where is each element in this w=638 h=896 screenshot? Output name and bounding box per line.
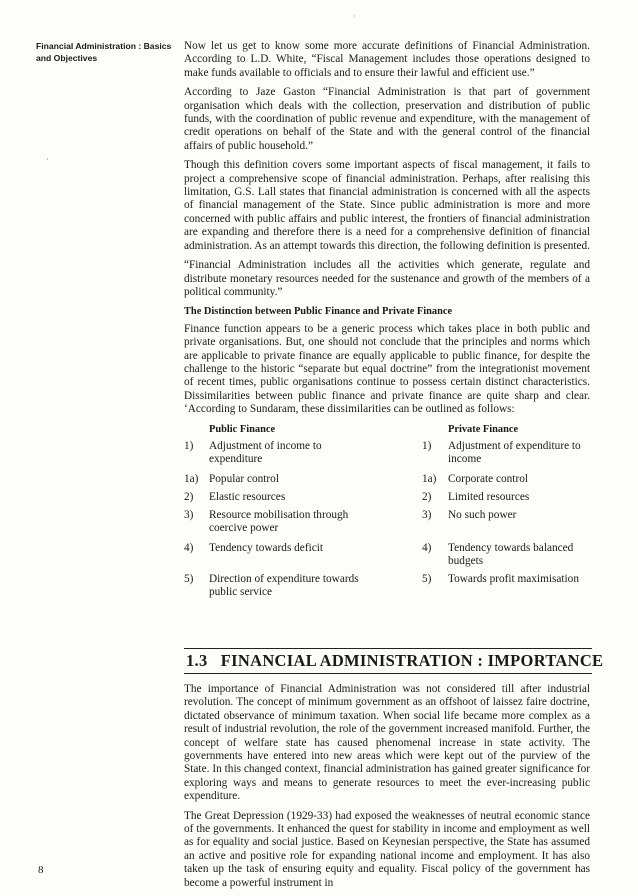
row-number: 1) [422,439,432,452]
private-item: Towards profit maximisation [448,572,579,585]
paragraph: The importance of Financial Administration was not considered till after industrial revolution. The concept of minimum government as an offshoot of laissez faire doctrine, dictated observance of minimum taxation. When social life became more complex as a result of industrial revolution, the role of the government increased manifold. Further, the concept of welfare state has caused phenomenal increase in state activity. The governments have entered into new areas which were kept out of the purview of the State. In this changed context, financial administration has gained greater significance for exploring ways and means to generate resources to meet the ever-increasing public expenditure. [184,683,590,803]
row-number: 1a) [184,472,199,485]
paragraph: Now let us get to know some more accurate definitions of Financial Administration. According to L.D. White, “Fiscal Management includes those operations designed to make funds available to officials and to ensure their lawful and efficient use.” [184,40,590,79]
paragraph: The Great Depression (1929-33) had exposed the weaknesses of neutral economic stance of the governments. It enhanced the quest for stability in income and employment as well as for equality and social justice. Based on Keynesian perspective, the State has assumed an active and positive role for expanding national income and employment. It has also taken up the task of ensuring equity and equality. Fiscal policy of the government has become a powerful instrument in [184,809,590,889]
row-number: 3) [422,508,432,521]
main-column-top [184,40,590,603]
quote-paragraph: “Financial Administration includes all the activities which generate, regulate and distribute monetary resources needed for the sustenance and growth of the members of a political community.” [184,259,590,298]
row-number: 4) [184,541,194,554]
private-item [448,542,573,569]
section-heading: 1.3 FINANCIAL ADMINISTRATION : IMPORTANCE [186,651,604,670]
running-header-line: Financial Administration : Basics [36,41,172,51]
public-item-line: expenditure [209,452,263,465]
private-item: Corporate control [448,472,528,485]
private-item-line: Tendency towards balanced [448,541,574,554]
private-finance-heading: Private Finance [448,423,519,435]
public-finance-heading: Public Finance [209,423,276,435]
subheading: The Distinction between Public Finance and Private Finance [184,306,453,318]
running-header-line: and Objectives [36,53,98,63]
paragraph: According to Jaze Gaston “Financial Administration is that part of government organisation which deals with the collection, preservation and distribution of public funds, with the coordination of public revenue and expenditure, with the management of credit operations on behalf of the State and with the general control of the financial affairs of public household.” [184,86,590,152]
row-number: 1) [184,439,194,452]
row-number: 2) [184,490,194,503]
row-number: 5) [422,572,432,585]
private-item [448,440,581,467]
row-number: 1a) [422,472,437,485]
public-item [209,509,348,536]
public-item-line: public service [209,585,273,598]
row-number: 3) [184,508,194,521]
scan-speck: · [46,155,49,164]
public-item: Elastic resources [209,490,286,503]
private-item-line: budgets [448,554,484,567]
row-number: 2) [422,490,432,503]
main-column-bottom [184,683,590,896]
row-number: 4) [422,541,432,554]
scan-speck: · [353,12,356,21]
paragraph: Though this definition covers some important aspects of fiscal management, it fails to project a comprehensive scope of financial administration. Perhaps, after realising this limitation, G.S. Lall states that financial administration is concerned with all the aspects of financial management of the State. Since public administration is more and more concerned with public affairs and public interest, the frontiers of financial administration are expanding and therefore there is a need for a comprehensive definition of financial administration. As an attempt towards this direction, the following definition is presented. [184,159,590,252]
public-item-line: coercive power [209,521,279,534]
public-item-line: Resource mobilisation through [209,508,349,521]
public-item [209,440,322,467]
private-item: Limited resources [448,490,530,503]
private-item-line: income [448,452,482,465]
public-item-line: Direction of expenditure towards [209,572,359,585]
public-item-line: Adjustment of income to [209,439,322,452]
page-number: 8 [38,864,44,876]
section-heading-bar [184,648,604,674]
paragraph: Finance function appears to be a generic process which takes place in both public and private organisations. But, one should not conclude that the principles and norms which are applicable to private finance are equally applicable to public finance, for despite the challenge to the historic “separate but equal doctrine” from the integrationist movement of recent times, public organisations continue to possess certain distinct characteristics. Dissimilarities between public finance and private finance are quite sharp and clear. ‘According to Sundaram, these dissimilarities can be outlined as follows: [184,322,590,416]
comparison-table [184,423,590,603]
private-item: No such power [448,508,517,521]
running-header [36,40,174,64]
private-item-line: Adjustment of expenditure to [448,439,581,452]
public-item: Tendency towards deficit [209,541,324,554]
public-item [209,573,359,600]
public-item: Popular control [209,472,279,485]
row-number: 5) [184,572,194,585]
